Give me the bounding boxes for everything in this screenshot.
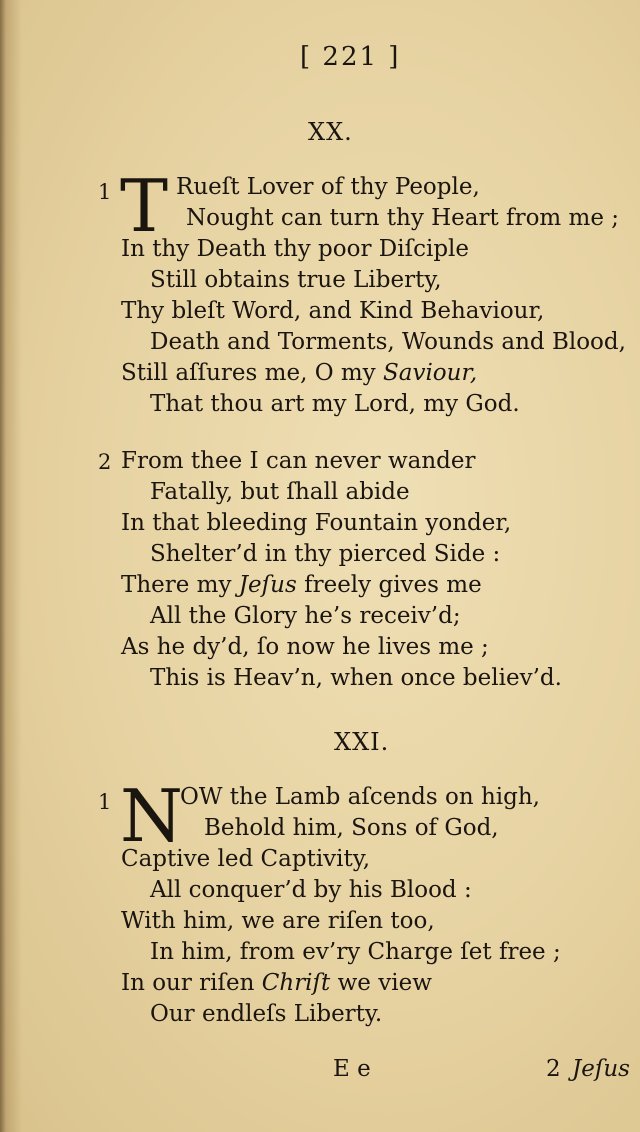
verse-text: In our riſen	[121, 970, 262, 996]
catchword-number: 2	[546, 1056, 561, 1082]
verse-line: As he dy’d, ſo now he lives me ;	[121, 634, 489, 660]
verse-line: From thee I can never wander	[121, 448, 476, 474]
italic-word: Jeſus	[238, 572, 297, 598]
verse-text: we view	[330, 970, 432, 996]
verse-line: Captive led Captivity,	[121, 846, 371, 872]
verse-line: In him, from ev’ry Charge ſet free ;	[150, 939, 561, 965]
verse-line	[121, 570, 482, 600]
verse-text: freely gives me	[296, 572, 482, 598]
catchword: Jeſus	[572, 1056, 630, 1082]
verse-line: Rueſt Lover of thy People,	[176, 174, 480, 200]
italic-word: Chriſt	[261, 970, 331, 996]
verse-text: There my	[121, 572, 239, 598]
verse-line: With him, we are riſen too,	[121, 908, 435, 934]
verse-line: Thy bleſt Word, and Kind Behaviour,	[121, 298, 545, 324]
hymn-heading-xx: XX.	[308, 118, 353, 146]
verse-line: All the Glory he’s receiv’d;	[150, 603, 461, 629]
verse-line	[121, 358, 477, 388]
verse-line: All conquer’d by his Blood :	[150, 877, 472, 903]
stanza-number: 1	[98, 180, 112, 204]
verse-line: Nought can turn thy Heart from me ;	[186, 205, 620, 231]
verse-line: Our endleſs Liberty.	[150, 1001, 383, 1027]
verse-line: In that bleeding Fountain yonder,	[121, 510, 512, 536]
page-number: [ 221 ]	[300, 42, 401, 72]
stanza-number: 2	[98, 450, 112, 474]
stanza-number: 1	[98, 790, 112, 814]
verse-line: OW the Lamb aſcends on high,	[180, 784, 540, 810]
hymn-heading-xxi: XXI.	[334, 728, 390, 756]
verse-line	[121, 968, 432, 998]
signature-mark: E e	[333, 1056, 371, 1082]
verse-line: This is Heav’n, when once believ’d.	[150, 665, 562, 691]
verse-line: Death and Torments, Wounds and Blood,	[150, 329, 626, 355]
italic-word: Saviour,	[382, 360, 478, 386]
drop-cap-n: N	[120, 774, 183, 858]
verse-line: That thou art my Lord, my God.	[150, 391, 520, 417]
verse-line: Still obtains true Liberty,	[150, 267, 442, 293]
verse-line: In thy Death thy poor Diſciple	[121, 236, 470, 262]
drop-cap-t: T	[120, 164, 169, 248]
verse-line: Fatally, but ſhall abide	[150, 479, 410, 505]
verse-line: Behold him, Sons of God,	[204, 815, 499, 841]
verse-line: Shelter’d in thy pierced Side :	[150, 541, 501, 567]
verse-text: Still aſſures me, O my	[121, 360, 383, 386]
